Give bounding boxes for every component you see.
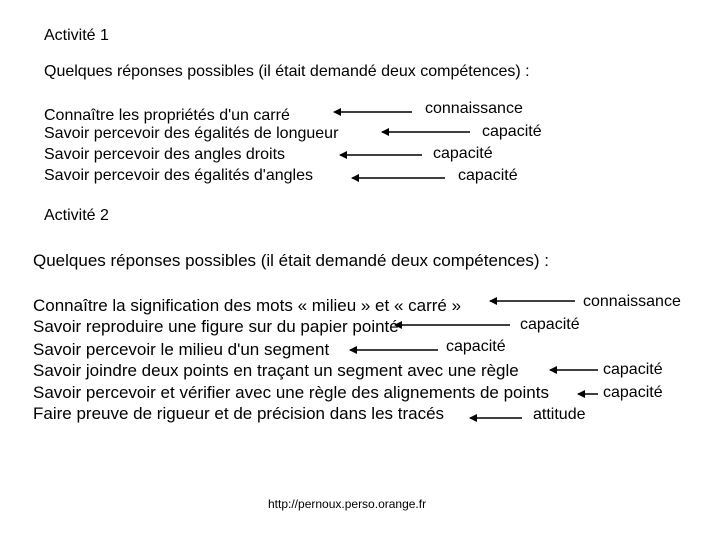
activite2-label-2: capacité <box>520 316 580 333</box>
activite2-label-5: capacité <box>603 384 663 401</box>
activite1-label-3: capacité <box>433 145 493 162</box>
activite2-label-4: capacité <box>603 361 663 378</box>
activite2-label-3: capacité <box>446 338 506 355</box>
activite2-title: Activité 2 <box>44 207 109 224</box>
activite2-item-5: Savoir percevoir et vérifier avec une règle des alignements de points <box>33 383 549 402</box>
activite1-item-1: Connaître les propriétés d'un carré <box>44 107 290 124</box>
activite2-intro: Quelques réponses possibles (il était demandé deux compétences) : <box>33 251 549 270</box>
activite1-item-3: Savoir percevoir des angles droits <box>44 146 286 163</box>
activite2-item-3: Savoir percevoir le milieu d'un segment <box>33 340 330 359</box>
activite1-item-4: Savoir percevoir des égalités d'angles <box>44 167 313 184</box>
activite2-item-4: Savoir joindre deux points en traçant un segment avec une règle <box>33 361 519 380</box>
activite2-item-2: Savoir reproduire une figure sur du papier pointé <box>33 317 399 336</box>
activite1-intro: Quelques réponses possibles (il était demandé deux compétences) : <box>44 63 530 80</box>
activite1-label-2: capacité <box>482 123 542 140</box>
activite1-label-1: connaissance <box>425 100 523 117</box>
footer-url: http://pernoux.perso.orange.fr <box>268 497 427 511</box>
activite2-label-6: attitude <box>533 406 586 423</box>
activite1-label-4: capacité <box>458 167 518 184</box>
activite1-title: Activité 1 <box>44 27 109 44</box>
activite2-item-6: Faire preuve de rigueur et de précision dans les tracés <box>33 404 445 423</box>
activite1-item-2: Savoir percevoir des égalités de longueur <box>44 125 339 142</box>
activite2-item-1: Connaître la signification des mots « milieu » et « carré » <box>33 296 462 315</box>
activite2-label-1: connaissance <box>583 293 681 310</box>
